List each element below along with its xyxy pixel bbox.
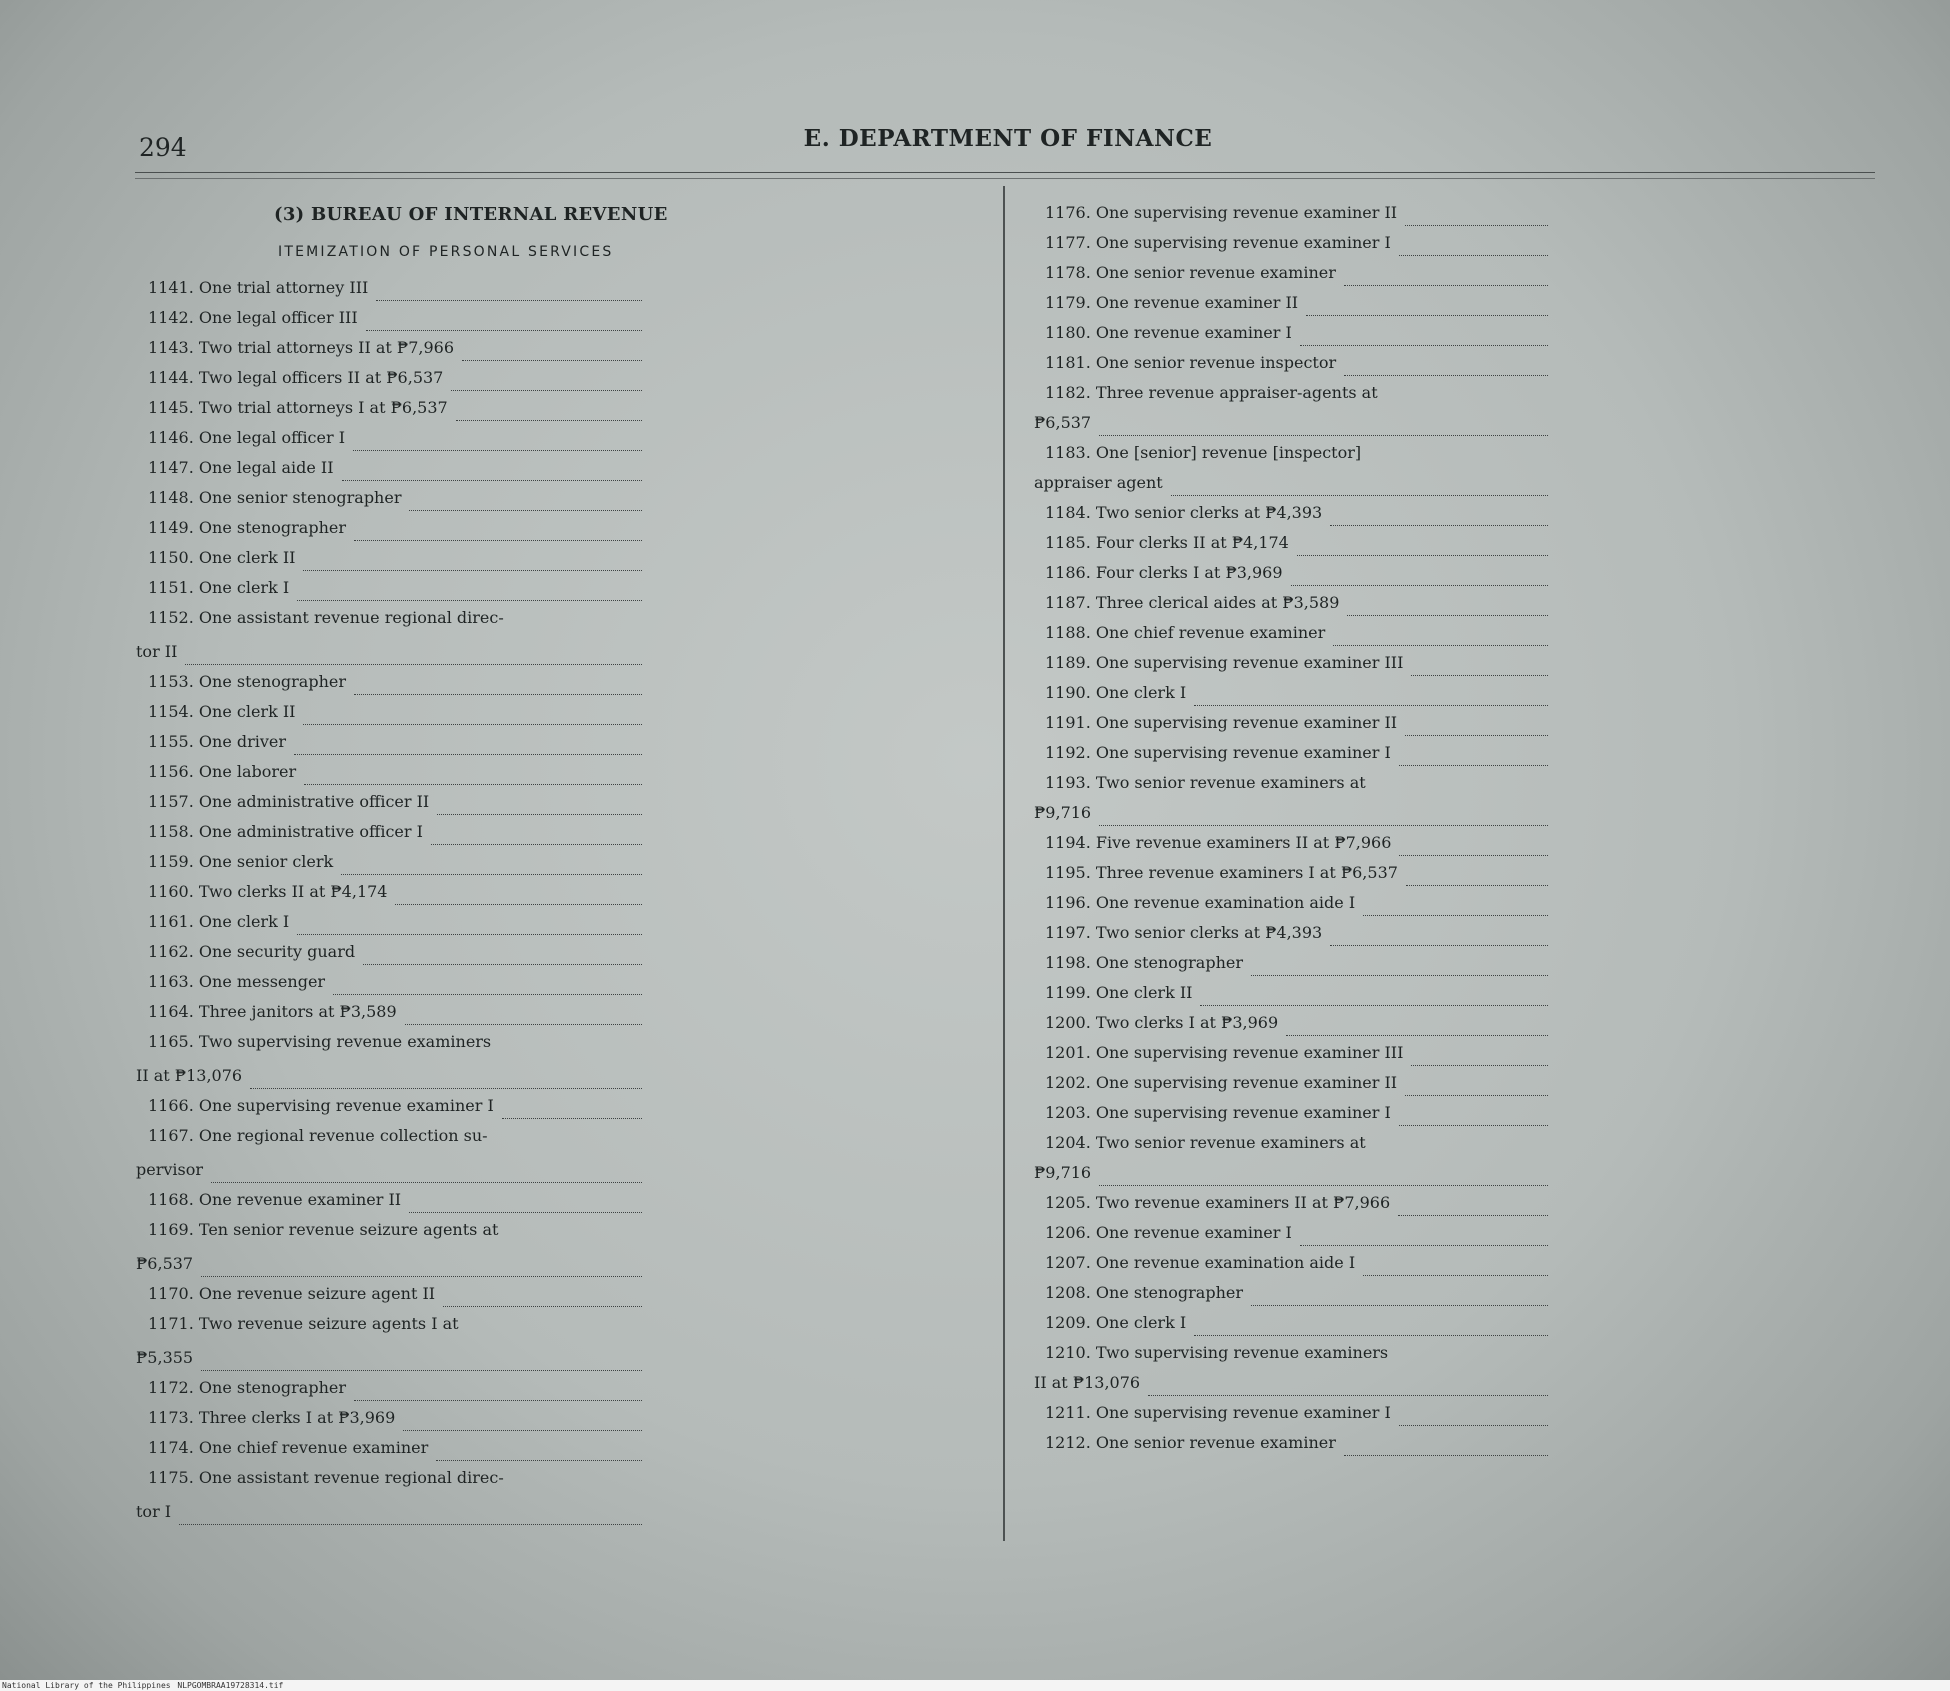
leader-dots [376, 300, 642, 301]
leader-dots [1251, 975, 1548, 976]
item-description: 1169. Ten senior revenue seizure agents at [148, 1220, 499, 1239]
item-description: 1182. Three revenue appraiser-agents at [1045, 383, 1378, 402]
scan-footer [0, 1680, 1950, 1691]
item-description: 1151. One clerk I [148, 578, 290, 597]
item-description: 1147. One legal aide II [148, 458, 334, 477]
item-description: 1171. Two revenue seizure agents I at [148, 1314, 459, 1333]
item-description: 1146. One legal officer I [148, 428, 346, 447]
leader-dots [1291, 585, 1548, 586]
item-description: 1208. One stenographer [1045, 1283, 1244, 1302]
item-description: 1194. Five revenue examiners II at ₱7,966 [1045, 833, 1392, 852]
leader-dots [1099, 825, 1548, 826]
item-description: 1184. Two senior clerks at ₱4,393 [1045, 503, 1323, 522]
item-description: 1172. One stenographer [148, 1378, 347, 1397]
item-description: 1188. One chief revenue examiner [1045, 623, 1326, 642]
item-description: 1168. One revenue examiner II [148, 1190, 402, 1209]
item-description: 1162. One security guard [148, 942, 356, 961]
leader-dots [409, 1212, 642, 1213]
item-description-continued: ₱6,537 [136, 1254, 194, 1273]
leader-dots [1363, 915, 1548, 916]
leader-dots [179, 1524, 642, 1525]
item-description: 1167. One regional revenue collection su- [148, 1126, 488, 1145]
leader-dots [354, 1400, 642, 1401]
leader-dots [1399, 1425, 1548, 1426]
leader-dots [456, 420, 642, 421]
leader-dots [1399, 1125, 1548, 1126]
item-description-continued: ₱5,355 [136, 1348, 194, 1367]
item-description: 1148. One senior stenographer [148, 488, 402, 507]
leader-dots [405, 1024, 642, 1025]
leader-dots [363, 964, 642, 965]
item-description: 1156. One laborer [148, 762, 297, 781]
item-description: 1155. One driver [148, 732, 287, 751]
item-description: 1183. One [senior] revenue [inspector] [1045, 443, 1362, 462]
leader-dots [1194, 1335, 1548, 1336]
item-description: 1160. Two clerks II at ₱4,174 [148, 882, 388, 901]
item-description: 1189. One supervising revenue examiner III [1045, 653, 1404, 672]
item-description: 1199. One clerk II [1045, 983, 1193, 1002]
running-head: E. DEPARTMENT OF FINANCE [803, 125, 1213, 152]
leader-dots [1405, 735, 1548, 736]
leader-dots [1405, 225, 1548, 226]
leader-dots [366, 330, 642, 331]
item-description: 1143. Two trial attorneys II at ₱7,966 [148, 338, 455, 357]
leader-dots [304, 784, 642, 785]
leader-dots [502, 1118, 642, 1119]
leader-dots [462, 360, 642, 361]
item-description: 1141. One trial attorney III [148, 278, 369, 297]
leader-dots [1398, 1215, 1548, 1216]
leader-dots [185, 664, 642, 665]
leader-dots [1399, 765, 1548, 766]
leader-dots [1405, 1095, 1548, 1096]
item-description-continued: II at ₱13,076 [1034, 1373, 1141, 1392]
item-description: 1157. One administrative officer II [148, 792, 430, 811]
leader-dots [353, 450, 642, 451]
leader-dots [1099, 435, 1548, 436]
leader-dots [1333, 645, 1548, 646]
item-description: 1150. One clerk II [148, 548, 296, 567]
leader-dots [409, 510, 642, 511]
item-description: 1211. One supervising revenue examiner I [1045, 1403, 1391, 1422]
leader-dots [333, 994, 642, 995]
leader-dots [1411, 675, 1548, 676]
leader-dots [1200, 1005, 1548, 1006]
item-description: 1154. One clerk II [148, 702, 296, 721]
leader-dots [1297, 555, 1548, 556]
item-description: 1187. Three clerical aides at ₱3,589 [1045, 593, 1340, 612]
item-description: 1176. One supervising revenue examiner II [1045, 203, 1398, 222]
item-description: 1152. One assistant revenue regional direc- [148, 608, 504, 627]
item-description: 1207. One revenue examination aide I [1045, 1253, 1356, 1272]
leader-dots [211, 1182, 642, 1183]
item-description: 1178. One senior revenue examiner [1045, 263, 1336, 282]
page-number: 294 [139, 133, 187, 162]
leader-dots [437, 814, 642, 815]
leader-dots [201, 1276, 642, 1277]
leader-dots [1306, 315, 1548, 316]
leader-dots [342, 480, 642, 481]
leader-dots [297, 600, 642, 601]
item-description-continued: tor I [136, 1502, 172, 1521]
item-description: 1190. One clerk I [1045, 683, 1187, 702]
leader-dots [354, 694, 642, 695]
item-description-continued: ₱9,716 [1034, 803, 1092, 822]
item-description: 1163. One messenger [148, 972, 326, 991]
item-description: 1145. Two trial attorneys I at ₱6,537 [148, 398, 448, 417]
item-description: 1173. Three clerks I at ₱3,969 [148, 1408, 396, 1427]
item-description: 1197. Two senior clerks at ₱4,393 [1045, 923, 1323, 942]
leader-dots [443, 1306, 642, 1307]
item-description: 1144. Two legal officers II at ₱6,537 [148, 368, 444, 387]
item-description-continued: II at ₱13,076 [136, 1066, 243, 1085]
item-description: 1164. Three janitors at ₱3,589 [148, 1002, 397, 1021]
item-description: 1205. Two revenue examiners II at ₱7,966 [1045, 1193, 1391, 1212]
item-description: 1161. One clerk I [148, 912, 290, 931]
leader-dots [294, 754, 642, 755]
item-description: 1166. One supervising revenue examiner I [148, 1096, 494, 1115]
item-description: 1200. Two clerks I at ₱3,969 [1045, 1013, 1279, 1032]
leader-dots [341, 874, 642, 875]
header-rule-thin [135, 178, 1875, 179]
section-subtitle: ITEMIZATION OF PERSONAL SERVICES [278, 244, 614, 260]
leader-dots [1344, 285, 1548, 286]
item-description: 1165. Two supervising revenue examiners [148, 1032, 492, 1051]
item-description: 1179. One revenue examiner II [1045, 293, 1299, 312]
leader-dots [1286, 1035, 1548, 1036]
leader-dots [1344, 375, 1548, 376]
leader-dots [1399, 855, 1548, 856]
leader-dots [1330, 525, 1548, 526]
leader-dots [303, 570, 642, 571]
item-description-continued: pervisor [136, 1160, 204, 1179]
item-description-continued: ₱6,537 [1034, 413, 1092, 432]
item-description-continued: ₱9,716 [1034, 1163, 1092, 1182]
leader-dots [1148, 1395, 1548, 1396]
leader-dots [1330, 945, 1548, 946]
leader-dots [201, 1370, 642, 1371]
library-credit: National Library of the Philippines [2, 1681, 171, 1690]
leader-dots [1411, 1065, 1548, 1066]
leader-dots [403, 1430, 642, 1431]
leader-dots [1300, 345, 1548, 346]
item-description: 1195. Three revenue examiners I at ₱6,537 [1045, 863, 1398, 882]
header-rule [135, 172, 1875, 173]
leader-dots [1099, 1185, 1548, 1186]
leader-dots [395, 904, 642, 905]
item-description: 1204. Two senior revenue examiners at [1045, 1133, 1366, 1152]
leader-dots [1363, 1275, 1548, 1276]
item-description: 1149. One stenographer [148, 518, 347, 537]
item-description: 1209. One clerk I [1045, 1313, 1187, 1332]
leader-dots [1399, 255, 1548, 256]
leader-dots [431, 844, 642, 845]
leader-dots [1194, 705, 1548, 706]
leader-dots [1347, 615, 1548, 616]
item-description: 1198. One stenographer [1045, 953, 1244, 972]
item-description: 1142. One legal officer III [148, 308, 358, 327]
item-description: 1191. One supervising revenue examiner II [1045, 713, 1398, 732]
item-description: 1196. One revenue examination aide I [1045, 893, 1356, 912]
leader-dots [1171, 495, 1548, 496]
item-description: 1185. Four clerks II at ₱4,174 [1045, 533, 1289, 552]
item-description: 1175. One assistant revenue regional direc- [148, 1468, 504, 1487]
item-description-continued: tor II [136, 642, 178, 661]
item-description: 1180. One revenue examiner I [1045, 323, 1292, 342]
item-description: 1202. One supervising revenue examiner II [1045, 1073, 1398, 1092]
leader-dots [1300, 1245, 1548, 1246]
item-description: 1206. One revenue examiner I [1045, 1223, 1292, 1242]
leader-dots [354, 540, 642, 541]
leader-dots [303, 724, 642, 725]
column-divider [1003, 186, 1005, 1541]
item-description: 1159. One senior clerk [148, 852, 334, 871]
item-description: 1174. One chief revenue examiner [148, 1438, 429, 1457]
item-description: 1203. One supervising revenue examiner I [1045, 1103, 1391, 1122]
item-description: 1177. One supervising revenue examiner I [1045, 233, 1391, 252]
item-description: 1212. One senior revenue examiner [1045, 1433, 1336, 1452]
item-description: 1158. One administrative officer I [148, 822, 423, 841]
leader-dots [250, 1088, 642, 1089]
item-description: 1210. Two supervising revenue examiners [1045, 1343, 1389, 1362]
bureau-title: (3) BUREAU OF INTERNAL REVENUE [274, 204, 668, 225]
item-description: 1170. One revenue seizure agent II [148, 1284, 436, 1303]
item-description: 1186. Four clerks I at ₱3,969 [1045, 563, 1283, 582]
item-description-continued: appraiser agent [1034, 473, 1163, 492]
item-description: 1193. Two senior revenue examiners at [1045, 773, 1366, 792]
file-id: NLPGOMBRAA19728314.tif [177, 1681, 284, 1690]
leader-dots [1344, 1455, 1548, 1456]
item-description: 1192. One supervising revenue examiner I [1045, 743, 1391, 762]
leader-dots [436, 1460, 642, 1461]
leader-dots [451, 390, 642, 391]
item-description: 1153. One stenographer [148, 672, 347, 691]
leader-dots [1406, 885, 1548, 886]
leader-dots [1251, 1305, 1548, 1306]
item-description: 1201. One supervising revenue examiner III [1045, 1043, 1404, 1062]
leader-dots [297, 934, 642, 935]
item-description: 1181. One senior revenue inspector [1045, 353, 1337, 372]
